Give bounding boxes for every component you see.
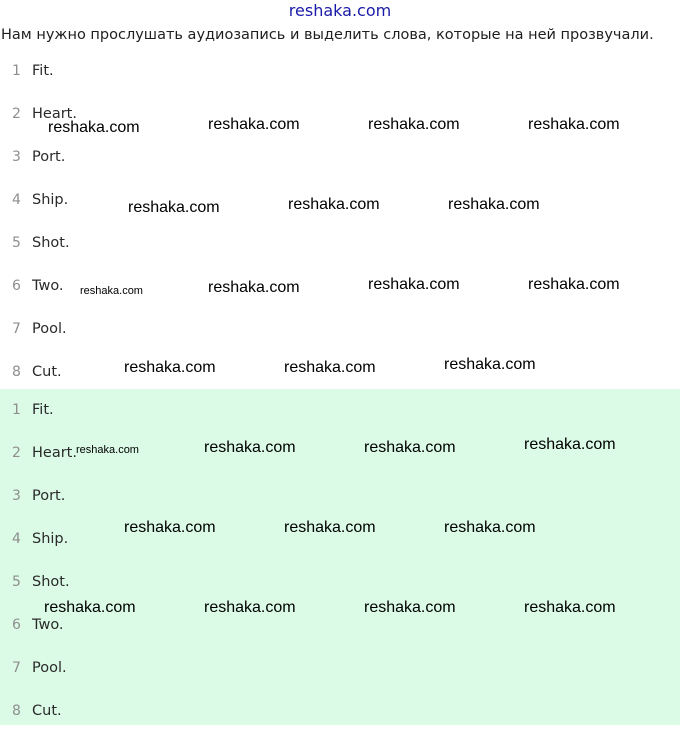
- list-item: [0, 308, 680, 351]
- watermark: reshaka.com: [444, 519, 536, 536]
- watermark: reshaka.com: [128, 199, 220, 216]
- watermark: reshaka.com: [48, 119, 140, 136]
- item-word: Ship.: [32, 531, 69, 547]
- item-word: Fit.: [32, 402, 54, 418]
- watermark: reshaka.com: [44, 599, 136, 616]
- watermark: reshaka.com: [368, 276, 460, 293]
- watermark: reshaka.com: [368, 116, 460, 133]
- item-number: 2: [12, 106, 21, 122]
- list-item: [0, 690, 680, 733]
- watermark: reshaka.com: [204, 439, 296, 456]
- list-item: [0, 136, 680, 179]
- list-item: [0, 647, 680, 690]
- item-word: Cut.: [32, 703, 62, 719]
- list-item: [0, 50, 680, 93]
- watermark: reshaka.com: [288, 196, 380, 213]
- item-word: Port.: [32, 488, 66, 504]
- item-number: 8: [12, 364, 21, 380]
- item-word: Heart.: [32, 445, 77, 461]
- watermark: reshaka.com: [124, 359, 216, 376]
- task-instruction: Нам нужно прослушать аудиозапись и выделить слова, которые на ней прозвучали.: [1, 27, 654, 43]
- item-word: Two.: [32, 617, 64, 633]
- watermark: reshaka.com: [444, 356, 536, 373]
- list-item: [0, 561, 680, 604]
- watermark: reshaka.com: [76, 444, 139, 456]
- item-number: 6: [12, 278, 21, 294]
- watermark: reshaka.com: [364, 599, 456, 616]
- watermark: reshaka.com: [364, 439, 456, 456]
- item-number: 7: [12, 660, 21, 676]
- item-number: 5: [12, 235, 21, 251]
- item-word: Heart.: [32, 106, 77, 122]
- item-word: Two.: [32, 278, 64, 294]
- watermark: reshaka.com: [524, 436, 616, 453]
- item-word: Ship.: [32, 192, 69, 208]
- item-word: Fit.: [32, 63, 54, 79]
- watermark: reshaka.com: [284, 359, 376, 376]
- item-number: 7: [12, 321, 21, 337]
- list-item: [0, 389, 680, 432]
- watermark: reshaka.com: [208, 279, 300, 296]
- item-word: Cut.: [32, 364, 62, 380]
- watermark: reshaka.com: [80, 285, 143, 297]
- watermark: reshaka.com: [528, 276, 620, 293]
- item-number: 4: [12, 531, 21, 547]
- watermark: reshaka.com: [284, 519, 376, 536]
- watermark: reshaka.com: [528, 116, 620, 133]
- list-item: [0, 475, 680, 518]
- item-number: 1: [12, 402, 21, 418]
- word-list-task: [0, 50, 680, 390]
- site-logo[interactable]: reshaka.com: [288, 1, 392, 20]
- item-number: 3: [12, 149, 21, 165]
- item-number: 1: [12, 63, 21, 79]
- item-number: 4: [12, 192, 21, 208]
- item-number: 2: [12, 445, 21, 461]
- item-number: 5: [12, 574, 21, 590]
- watermark: reshaka.com: [208, 116, 300, 133]
- item-number: 3: [12, 488, 21, 504]
- watermark: reshaka.com: [204, 599, 296, 616]
- item-word: Pool.: [32, 660, 67, 676]
- item-word: Port.: [32, 149, 66, 165]
- item-number: 6: [12, 617, 21, 633]
- item-word: Shot.: [32, 574, 70, 590]
- watermark: reshaka.com: [448, 196, 540, 213]
- watermark: reshaka.com: [524, 599, 616, 616]
- item-number: 8: [12, 703, 21, 719]
- item-word: Pool.: [32, 321, 67, 337]
- watermark: reshaka.com: [124, 519, 216, 536]
- item-word: Shot.: [32, 235, 70, 251]
- list-item: [0, 222, 680, 265]
